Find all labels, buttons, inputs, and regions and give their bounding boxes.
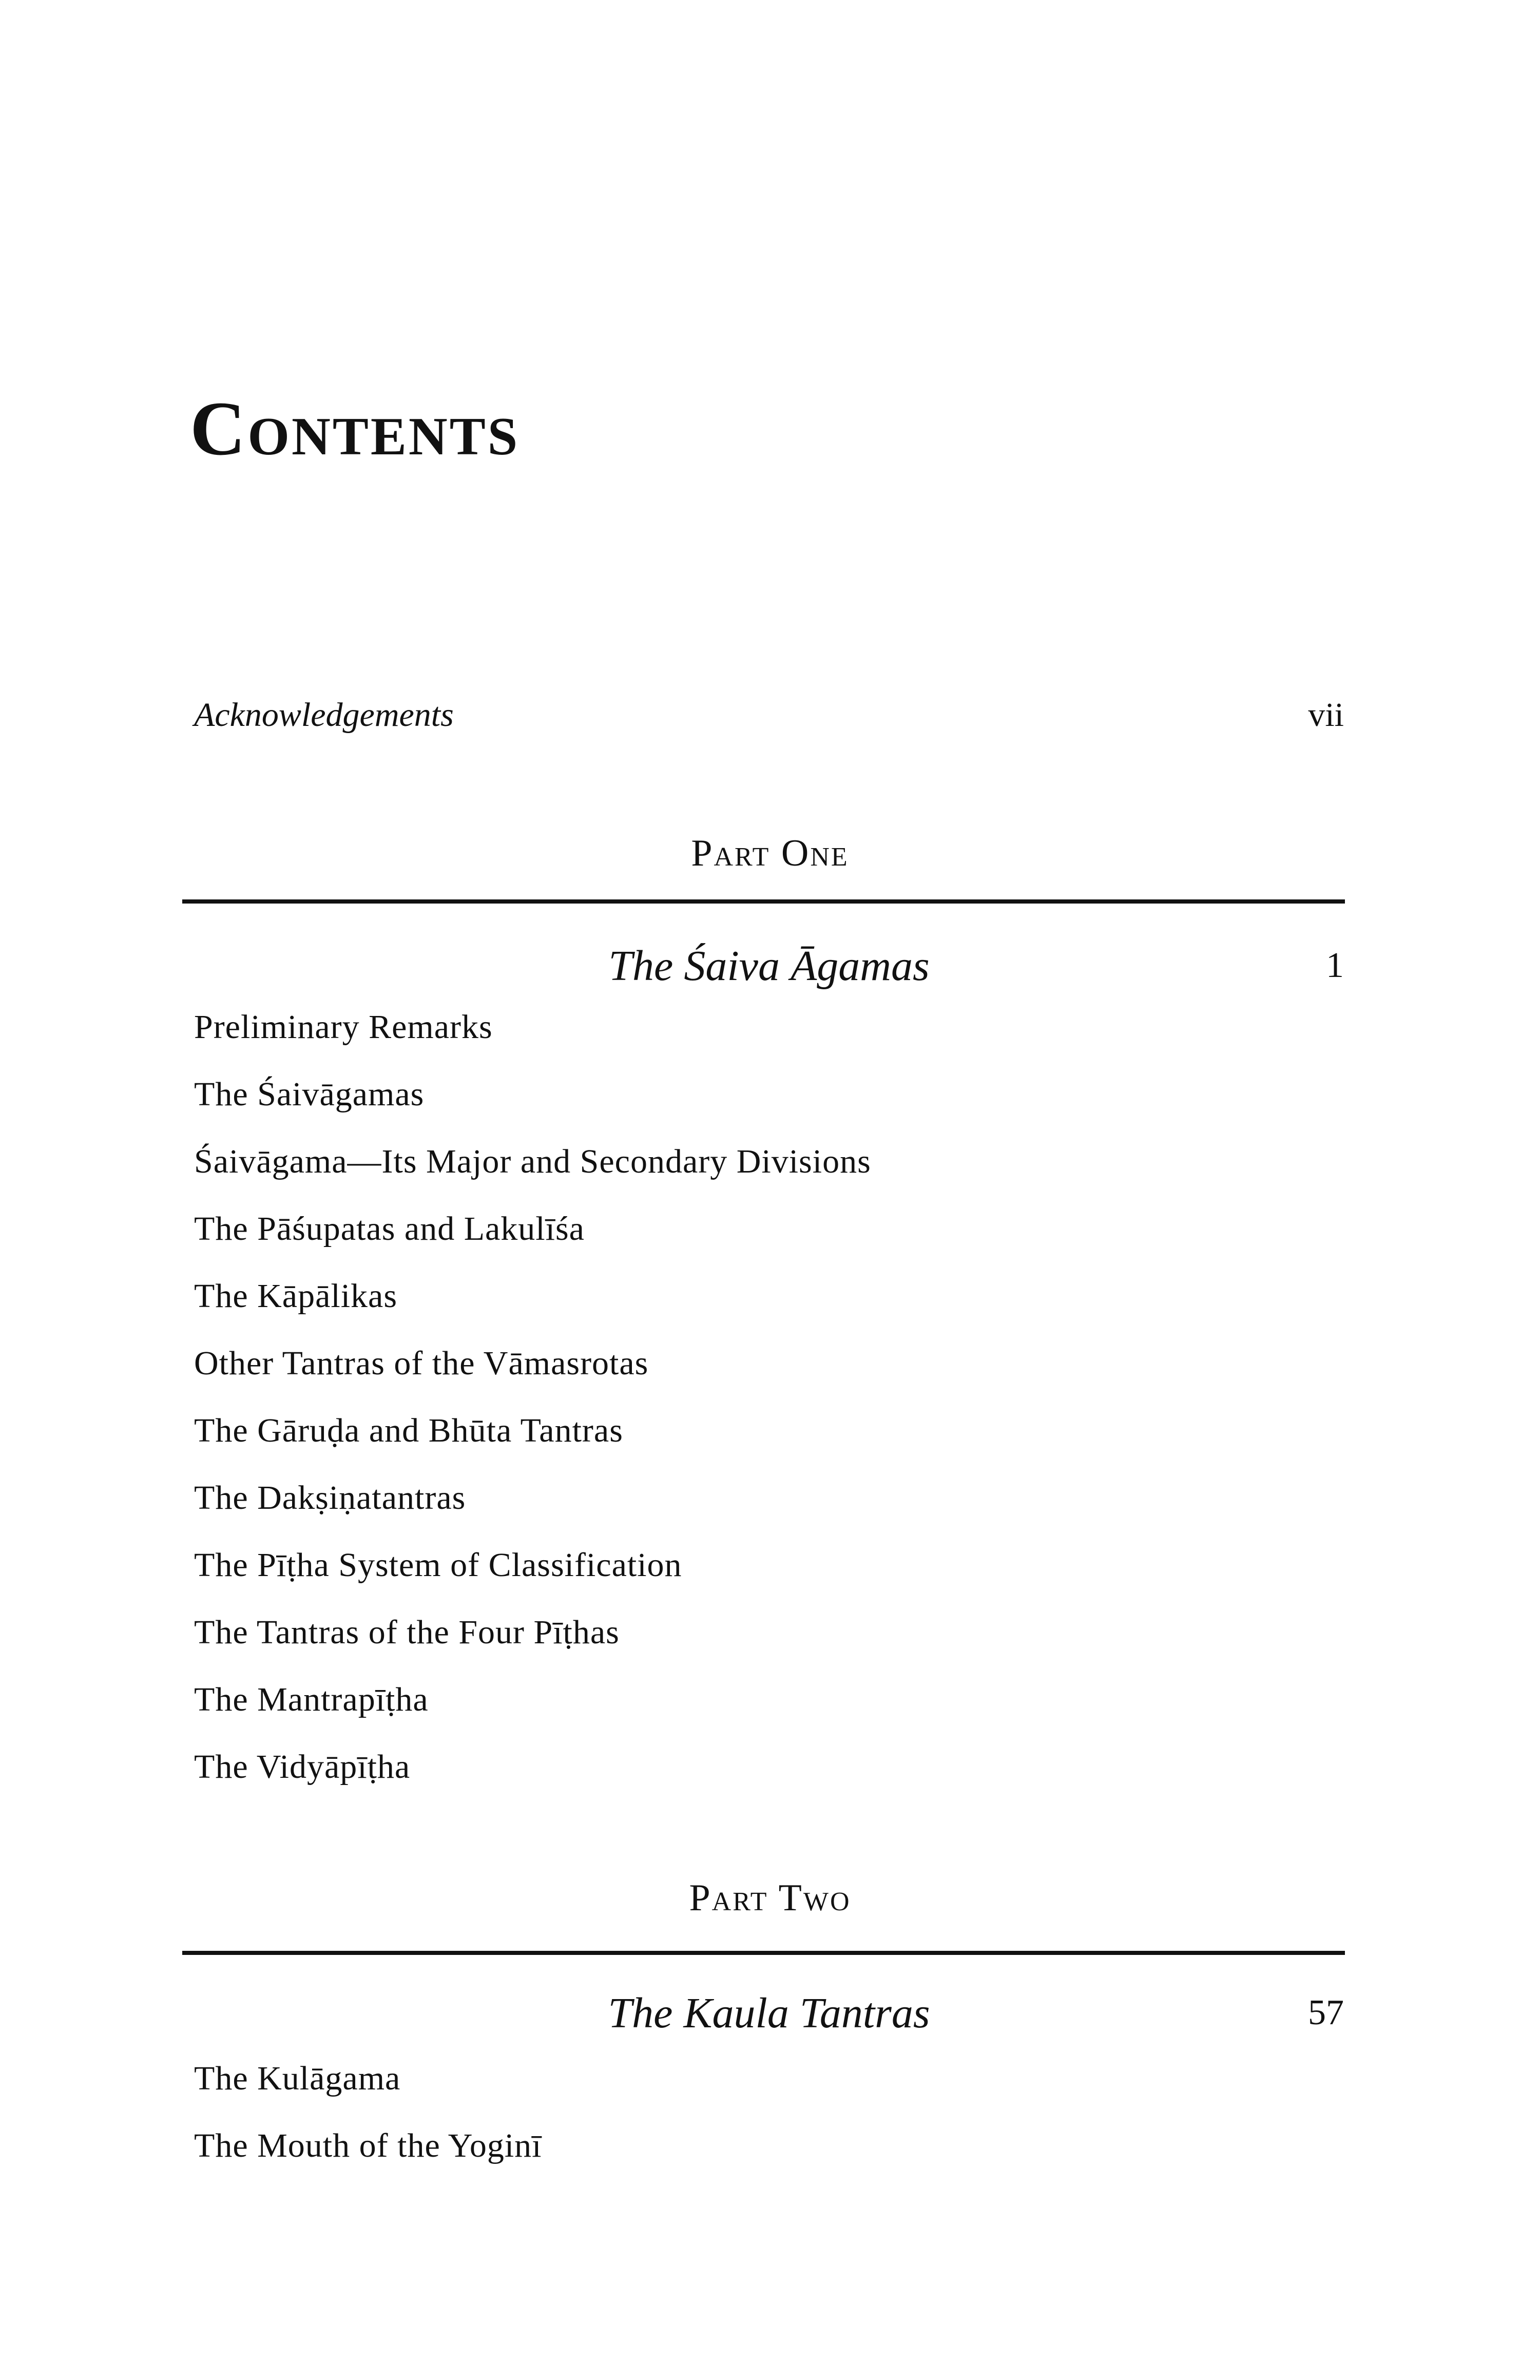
part-one-divider (182, 899, 1345, 904)
toc-entry: The Gāruḍa and Bhūta Tantras (194, 1412, 623, 1449)
toc-entry-label: Acknowledgements (194, 696, 454, 734)
part-two-title: The Kaula Tantras (608, 1989, 930, 2037)
toc-entry: The Dakṣiṇatantras (194, 1479, 466, 1517)
toc-entry: The Pāśupatas and Lakulīśa (194, 1210, 585, 1247)
part-two-page-number: 57 (1308, 1993, 1344, 2032)
toc-entry: The Kulāgama (194, 2060, 401, 2097)
toc-entry: The Śaivāgamas (194, 1076, 425, 1113)
part-one-heading: Part One (691, 832, 849, 874)
toc-entry: The Mouth of the Yoginī (194, 2127, 542, 2164)
toc-entry: The Kāpālikas (194, 1277, 398, 1315)
page-title: Contents (190, 386, 520, 471)
toc-entry: The Pīṭha System of Classification (194, 1546, 682, 1584)
toc-entry: The Tantras of the Four Pīṭhas (194, 1614, 620, 1651)
part-one-page-number: 1 (1326, 946, 1344, 985)
toc-entry: Other Tantras of the Vāmasrotas (194, 1345, 649, 1382)
part-two-heading: Part Two (689, 1877, 851, 1919)
toc-entry: Preliminary Remarks (194, 1008, 493, 1046)
toc-entry: The Mantrapīṭha (194, 1681, 429, 1718)
toc-page-number: vii (1308, 696, 1344, 734)
toc-entry: Śaivāgama—Its Major and Secondary Divisions (194, 1143, 871, 1180)
part-two-divider (182, 1951, 1345, 1955)
toc-entry: The Vidyāpīṭha (194, 1748, 411, 1786)
toc-entry-acknowledgements (194, 698, 1344, 732)
part-one-title: The Śaiva Āgamas (608, 942, 930, 990)
